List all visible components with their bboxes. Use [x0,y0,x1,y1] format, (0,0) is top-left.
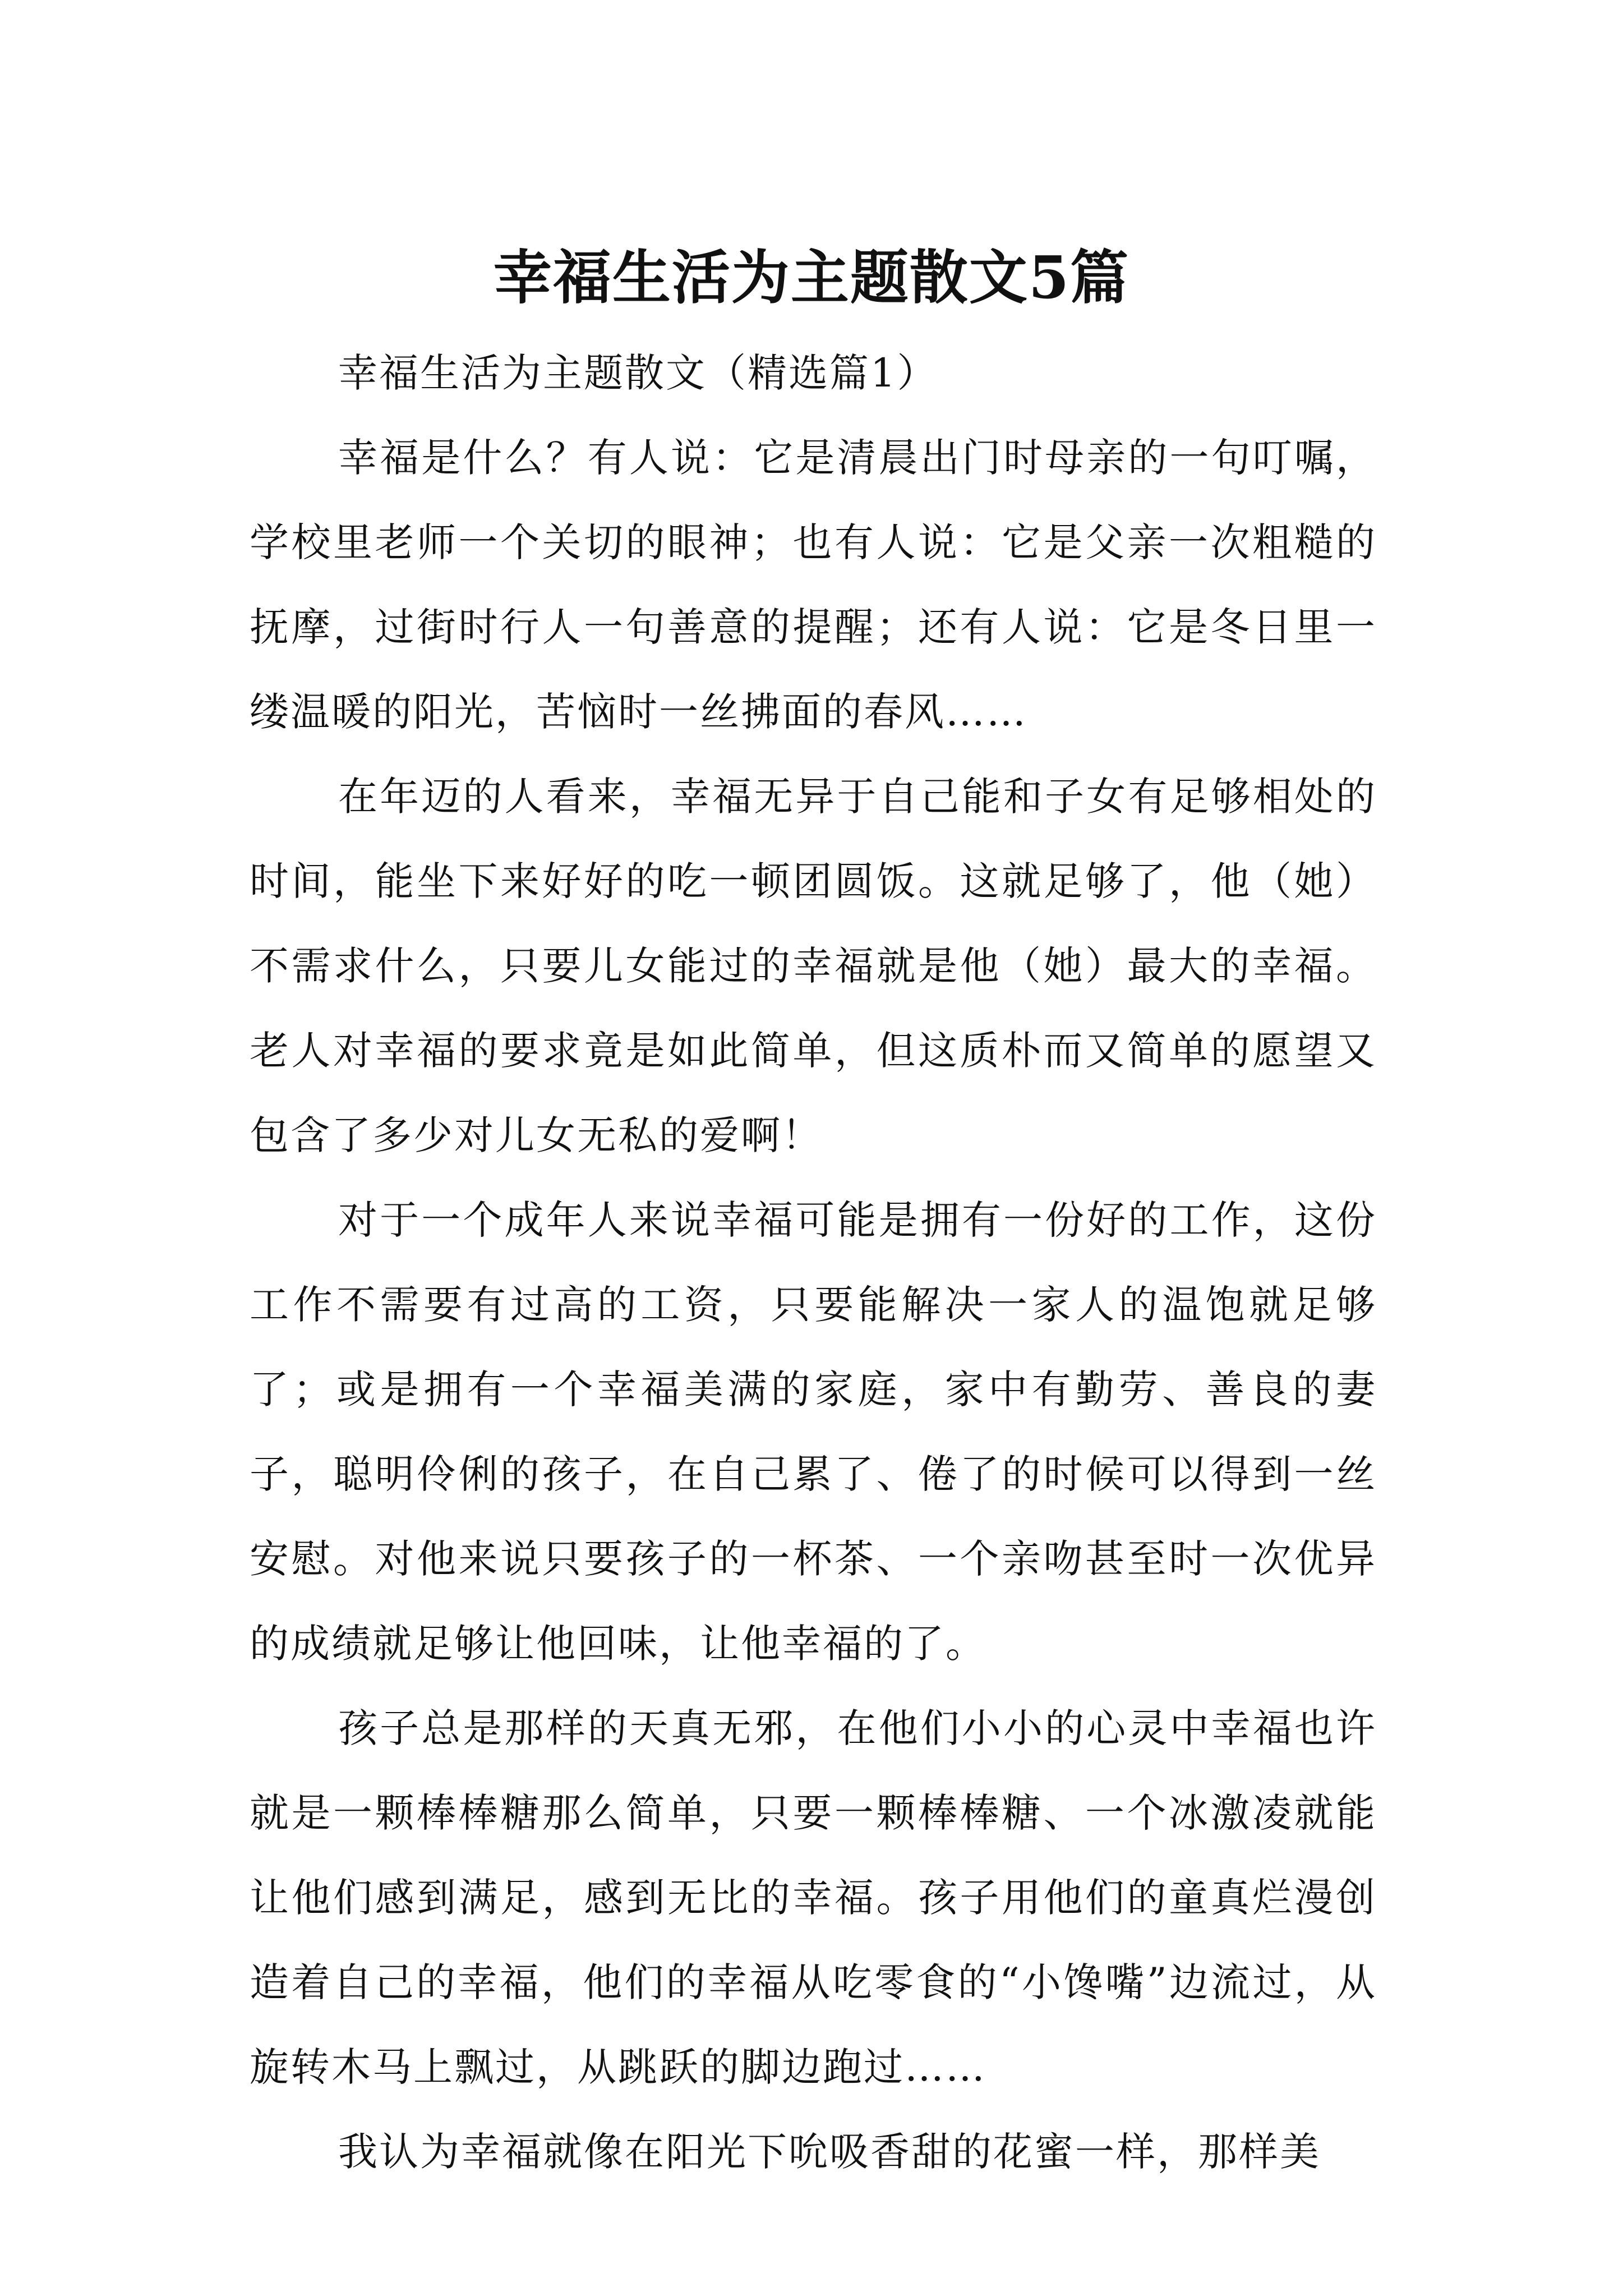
document-body [250,331,1377,2194]
section-heading: 幸福生活为主题散文（精选篇1） [338,350,938,396]
paragraph-3: 对于一个成年人来说幸福可能是拥有一份好的工作，这份工作不需要有过高的工资，只要能解决一家人的温饱就足够了；或是拥有一个幸福美满的家庭，家中有勤劳、善良的妻子，聪明伶俐的孩子，在自己累了、倦了的时候可以得到一丝安慰。对他来说只要孩子的一杯茶、一个亲吻甚至时一次优异的成绩就足够让他回味，让他幸福的了。 [250,1197,1377,1667]
paragraph-4: 孩子总是那样的天真无邪，在他们小小的心灵中幸福也许就是一颗棒棒糖那么简单，只要一颗棒棒糖、一个冰激凌就能让他们感到满足，感到无比的幸福。孩子用他们的童真烂漫创造着自己的幸福，他们的幸福从吃零食的“小馋嘴”边流过，从旋转木马上飘过，从跳跃的脚边跑过…… [250,1705,1377,2090]
document-title: 幸福生活为主题散文5篇 [493,242,1130,312]
paragraph-5: 我认为幸福就像在阳光下吮吸香甜的花蜜一样，那样美 [338,2129,1321,2175]
paragraph-2: 在年迈的人看来，幸福无异于自己能和子女有足够相处的时间，能坐下来好好的吃一顿团圆饭。这就足够了，他（她）不需求什么，只要儿女能过的幸福就是他（她）最大的幸福。老人对幸福的要求竟是如此简单，但这质朴而又简单的愿望又包含了多少对儿女无私的爱啊！ [250,774,1377,1158]
paragraph-1: 幸福是什么？有人说：它是清晨出门时母亲的一句叮嘱，学校里老师一个关切的眼神；也有人说：它是父亲一次粗糙的抚摩，过街时行人一句善意的提醒；还有人说：它是冬日里一缕温暖的阳光，苦恼时一丝拂面的春风…… [250,435,1377,735]
